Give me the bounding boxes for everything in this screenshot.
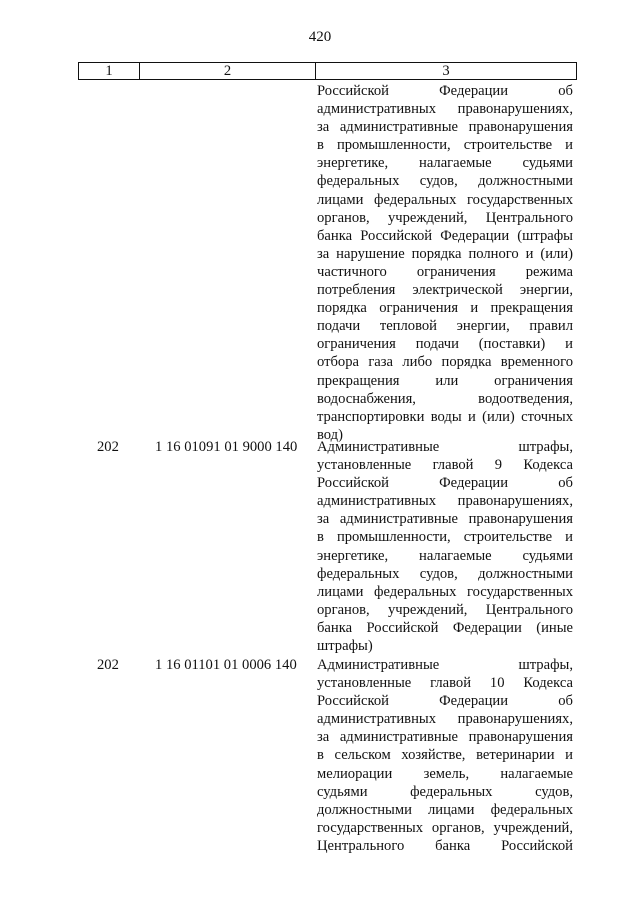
description-line: транспортировки воды и (или) сточных xyxy=(317,408,573,425)
description-line: в промышленности, строительстве и xyxy=(317,137,573,154)
column-header-3: 3 xyxy=(316,63,577,80)
admin-code: 202 xyxy=(97,439,119,455)
description-line: установленные главой 9 Кодекса xyxy=(317,457,573,474)
description-line: за административные правонарушения xyxy=(317,119,573,136)
description-line: органов, учреждений, Центрального xyxy=(317,601,573,618)
description-line: энергетике, налагаемые судьями xyxy=(317,155,573,172)
description-line: за административные правонарушения xyxy=(317,729,573,746)
description-line: Административные штрафы, xyxy=(317,657,573,673)
description-line: установленные главой 10 Кодекса xyxy=(317,675,573,692)
description-line: отбора газа либо порядка временного xyxy=(317,354,573,371)
budget-classification-code: 1 16 01091 01 9000 140 xyxy=(155,439,298,455)
description-line: водоснабжения, водоотведения, xyxy=(317,390,573,407)
description-line: административных правонарушениях, xyxy=(317,101,573,118)
description-line: органов, учреждений, Центрального xyxy=(317,209,573,226)
column-header-1: 1 xyxy=(79,63,140,80)
description-line: штрафы) xyxy=(317,638,373,655)
description-line: банка Российской Федерации (штрафы xyxy=(317,227,573,244)
description-line: Российской Федерации об xyxy=(317,693,573,710)
column-header-2: 2 xyxy=(140,63,316,80)
description-line: потребления электрической энергии, xyxy=(317,282,573,299)
description-line: Центрального банка Российской xyxy=(317,837,573,854)
row-description xyxy=(317,656,573,855)
description-line: должностными лицами федеральных xyxy=(317,801,573,818)
description-line: Административные штрафы, xyxy=(317,439,573,455)
description-line: государственных органов, учреждений, xyxy=(317,819,573,836)
description-line: Российской Федерации об xyxy=(317,475,573,492)
description-line: ограничения подачи (поставки) и xyxy=(317,336,573,353)
description-line: административных правонарушениях, xyxy=(317,711,573,728)
description-line: частичного ограничения режима xyxy=(317,263,573,280)
description-line: федеральных судов, должностными xyxy=(317,173,573,190)
description-line: административных правонарушениях, xyxy=(317,493,573,510)
description-line: лицами федеральных государственных xyxy=(317,583,573,600)
table-header xyxy=(78,62,577,80)
row-description xyxy=(317,438,573,655)
description-line: в сельском хозяйстве, ветеринарии и xyxy=(317,747,573,764)
description-line: порядка ограничения и прекращения xyxy=(317,300,573,317)
description-line: банка Российской Федерации (иные xyxy=(317,619,573,636)
description-line: федеральных судов, должностными xyxy=(317,565,573,582)
description-line: лицами федеральных государственных xyxy=(317,191,573,208)
description-line: за административные правонарушения xyxy=(317,511,573,528)
admin-code: 202 xyxy=(97,657,119,673)
description-line: в промышленности, строительстве и xyxy=(317,529,573,546)
description-line: энергетике, налагаемые судьями xyxy=(317,547,573,564)
description-line: судьями федеральных судов, xyxy=(317,783,573,800)
budget-classification-code: 1 16 01101 01 0006 140 xyxy=(155,657,297,673)
description-line: вод) xyxy=(317,426,343,443)
page-number: 420 xyxy=(308,29,332,45)
description-line: подачи тепловой энергии, правил xyxy=(317,318,573,335)
description-line: прекращения или ограничения xyxy=(317,372,573,389)
description-line: Российской Федерации об xyxy=(317,83,573,99)
row-description xyxy=(317,82,573,444)
description-line: за нарушение порядка полного и (или) xyxy=(317,245,573,262)
description-line: мелиорации земель, налагаемые xyxy=(317,765,573,782)
